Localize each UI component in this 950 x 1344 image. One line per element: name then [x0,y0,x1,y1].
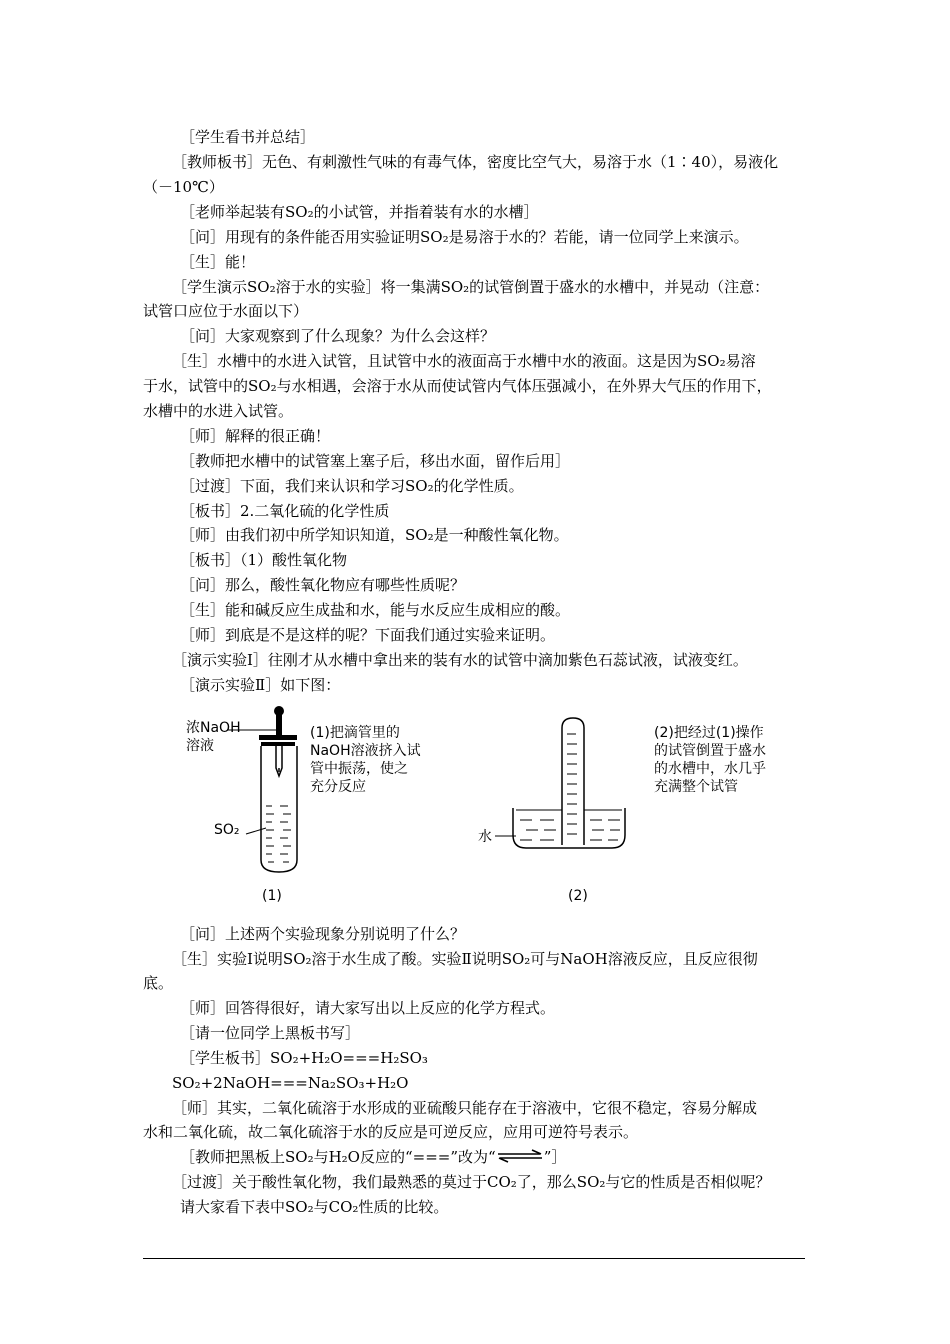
paragraph: ［板书］2.二氧化硫的化学性质 [180,502,390,520]
label-reagent-1: 浓NaOH [186,720,241,736]
paragraph: ［老师举起装有SO₂的小试管，并指着装有水的水槽］ [180,203,539,221]
paragraph: ［过渡］关于酸性氧化物，我们最熟悉的莫过于CO₂了，那么SO₂与它的性质是否相似呢？ [172,1173,771,1191]
fig1-caption-line: 充分反应 [310,779,366,795]
paragraph: ［师］回答得很好，请大家写出以上反应的化学方程式。 [180,999,556,1017]
label-water: 水 [478,829,492,845]
paragraph: ［问］用现有的条件能否用实验证明SO₂是易溶于水的？若能，请一位同学上来演示。 [180,228,749,246]
paragraph: 水和二氧化硫，故二氧化硫溶于水的反应是可逆反应，应用可逆符号表示。 [143,1123,639,1141]
fig2-caption-line: 的试管倒置于盛水 [654,743,766,759]
paragraph: ［教师把水槽中的试管塞上塞子后，移出水面，留作后用］ [180,452,571,470]
liquid-lines-1 [266,806,291,862]
paragraph: ［生］能和碱反应生成盐和水，能与水反应生成相应的酸。 [180,601,571,619]
paragraph: ［生］实验Ⅰ说明SO₂溶于水生成了酸。实验Ⅱ说明SO₂可与NaOH溶液反应，且反应很彻 [172,950,758,968]
liquid-lines-tube-2 [567,734,577,834]
paragraph: ［学生演示SO₂溶于水的实验］将一集满SO₂的试管倒置于盛水的水槽中，并晃动（注意： [172,278,770,296]
paragraph: 试管口应位于水面以下） [143,302,309,320]
fig2-number: (2) [568,888,588,904]
paragraph: ［师］由我们初中所学知识知道，SO₂是一种酸性氧化物。 [180,526,569,544]
paragraph: ［学生板书］SO₂+H₂O===H₂SO₃ [180,1049,428,1067]
paragraph: ［生］能！ [180,253,256,271]
equation: SO₂+2NaOH===Na₂SO₃+H₂O [172,1074,409,1092]
pointer-line-gas [246,828,266,834]
paragraph: ［过渡］下面，我们来认识和学习SO₂的化学性质。 [180,477,524,495]
paragraph-text: ”］ [543,1148,567,1166]
paragraph-text: ［教师把黑板上SO₂与H₂O反应的“===”改为“ [180,1148,496,1166]
paragraph: 底。 [143,974,174,992]
paragraph: ［问］上述两个实验现象分别说明了什么？ [180,925,466,943]
paragraph: ［学生看书并总结］ [180,128,316,146]
paragraph: ［教师板书］无色、有刺激性气味的有毒气体，密度比空气大，易溶于水（1∶40），易液化 [172,153,779,171]
dropper-neck [276,728,282,735]
fig2-caption-line: (2)把经过(1)操作 [654,725,764,741]
paragraph: 水槽中的水进入试管。 [143,402,294,420]
dropper-top [276,714,282,728]
figure-2-apparatus [495,718,625,848]
paragraph: ［师］到底是不是这样的呢？下面我们通过实验来证明。 [180,626,556,644]
paragraph: （－10℃） [143,178,224,196]
footer-rule [143,1258,805,1259]
paragraph: ［师］其实，二氧化硫溶于水形成的亚硫酸只能存在于溶液中，它很不稳定，容易分解成 [172,1099,758,1117]
paragraph: ［演示实验Ⅰ］往刚才从水槽中拿出来的装有水的试管中滴加紫色石蕊试液，试液变红。 [172,651,748,669]
fig1-number: (1) [262,888,282,904]
paragraph: ［生］水槽中的水进入试管，且试管中水的液面高于水槽中水的液面。这是因为SO₂易溶 [172,352,756,370]
paragraph: ［问］大家观察到了什么现象？为什么会这样？ [180,327,496,345]
fig1-caption-line: 管中振荡，使之 [310,761,408,777]
paragraph: ［请一位同学上黑板书写］ [180,1024,361,1042]
stopper [259,735,297,740]
fig2-caption-line: 的水槽中，水几乎 [654,761,766,777]
label-gas: SO₂ [214,822,240,838]
label-reagent-2: 溶液 [186,738,214,754]
paragraph: 请大家看下表中SO₂与CO₂性质的比较。 [180,1198,449,1216]
paragraph: ［问］那么，酸性氧化物应有哪些性质呢？ [180,576,466,594]
paragraph-with-symbol [180,1146,566,1168]
reversible-arrow-icon [496,1149,544,1163]
fig1-caption-line: NaOH溶液挤入试 [310,743,421,759]
fig1-caption-line: (1)把滴管里的 [310,725,400,741]
paragraph: ［师］解释的很正确！ [180,427,331,445]
test-tube-1 [261,746,297,872]
test-tube-2 [562,718,584,845]
stopper-base [261,742,295,746]
experiment-figure [180,700,820,915]
fig2-caption-line: 充满整个试管 [654,779,738,795]
paragraph: ［演示实验Ⅱ］如下图： [180,676,341,694]
liquid-lines-trough [520,820,620,840]
paragraph: 于水，试管中的SO₂与水相遇，会溶于水从而使试管内气体压强减小，在外界大气压的作用下， [143,377,772,395]
paragraph: ［板书］（1）酸性氧化物 [180,551,348,569]
